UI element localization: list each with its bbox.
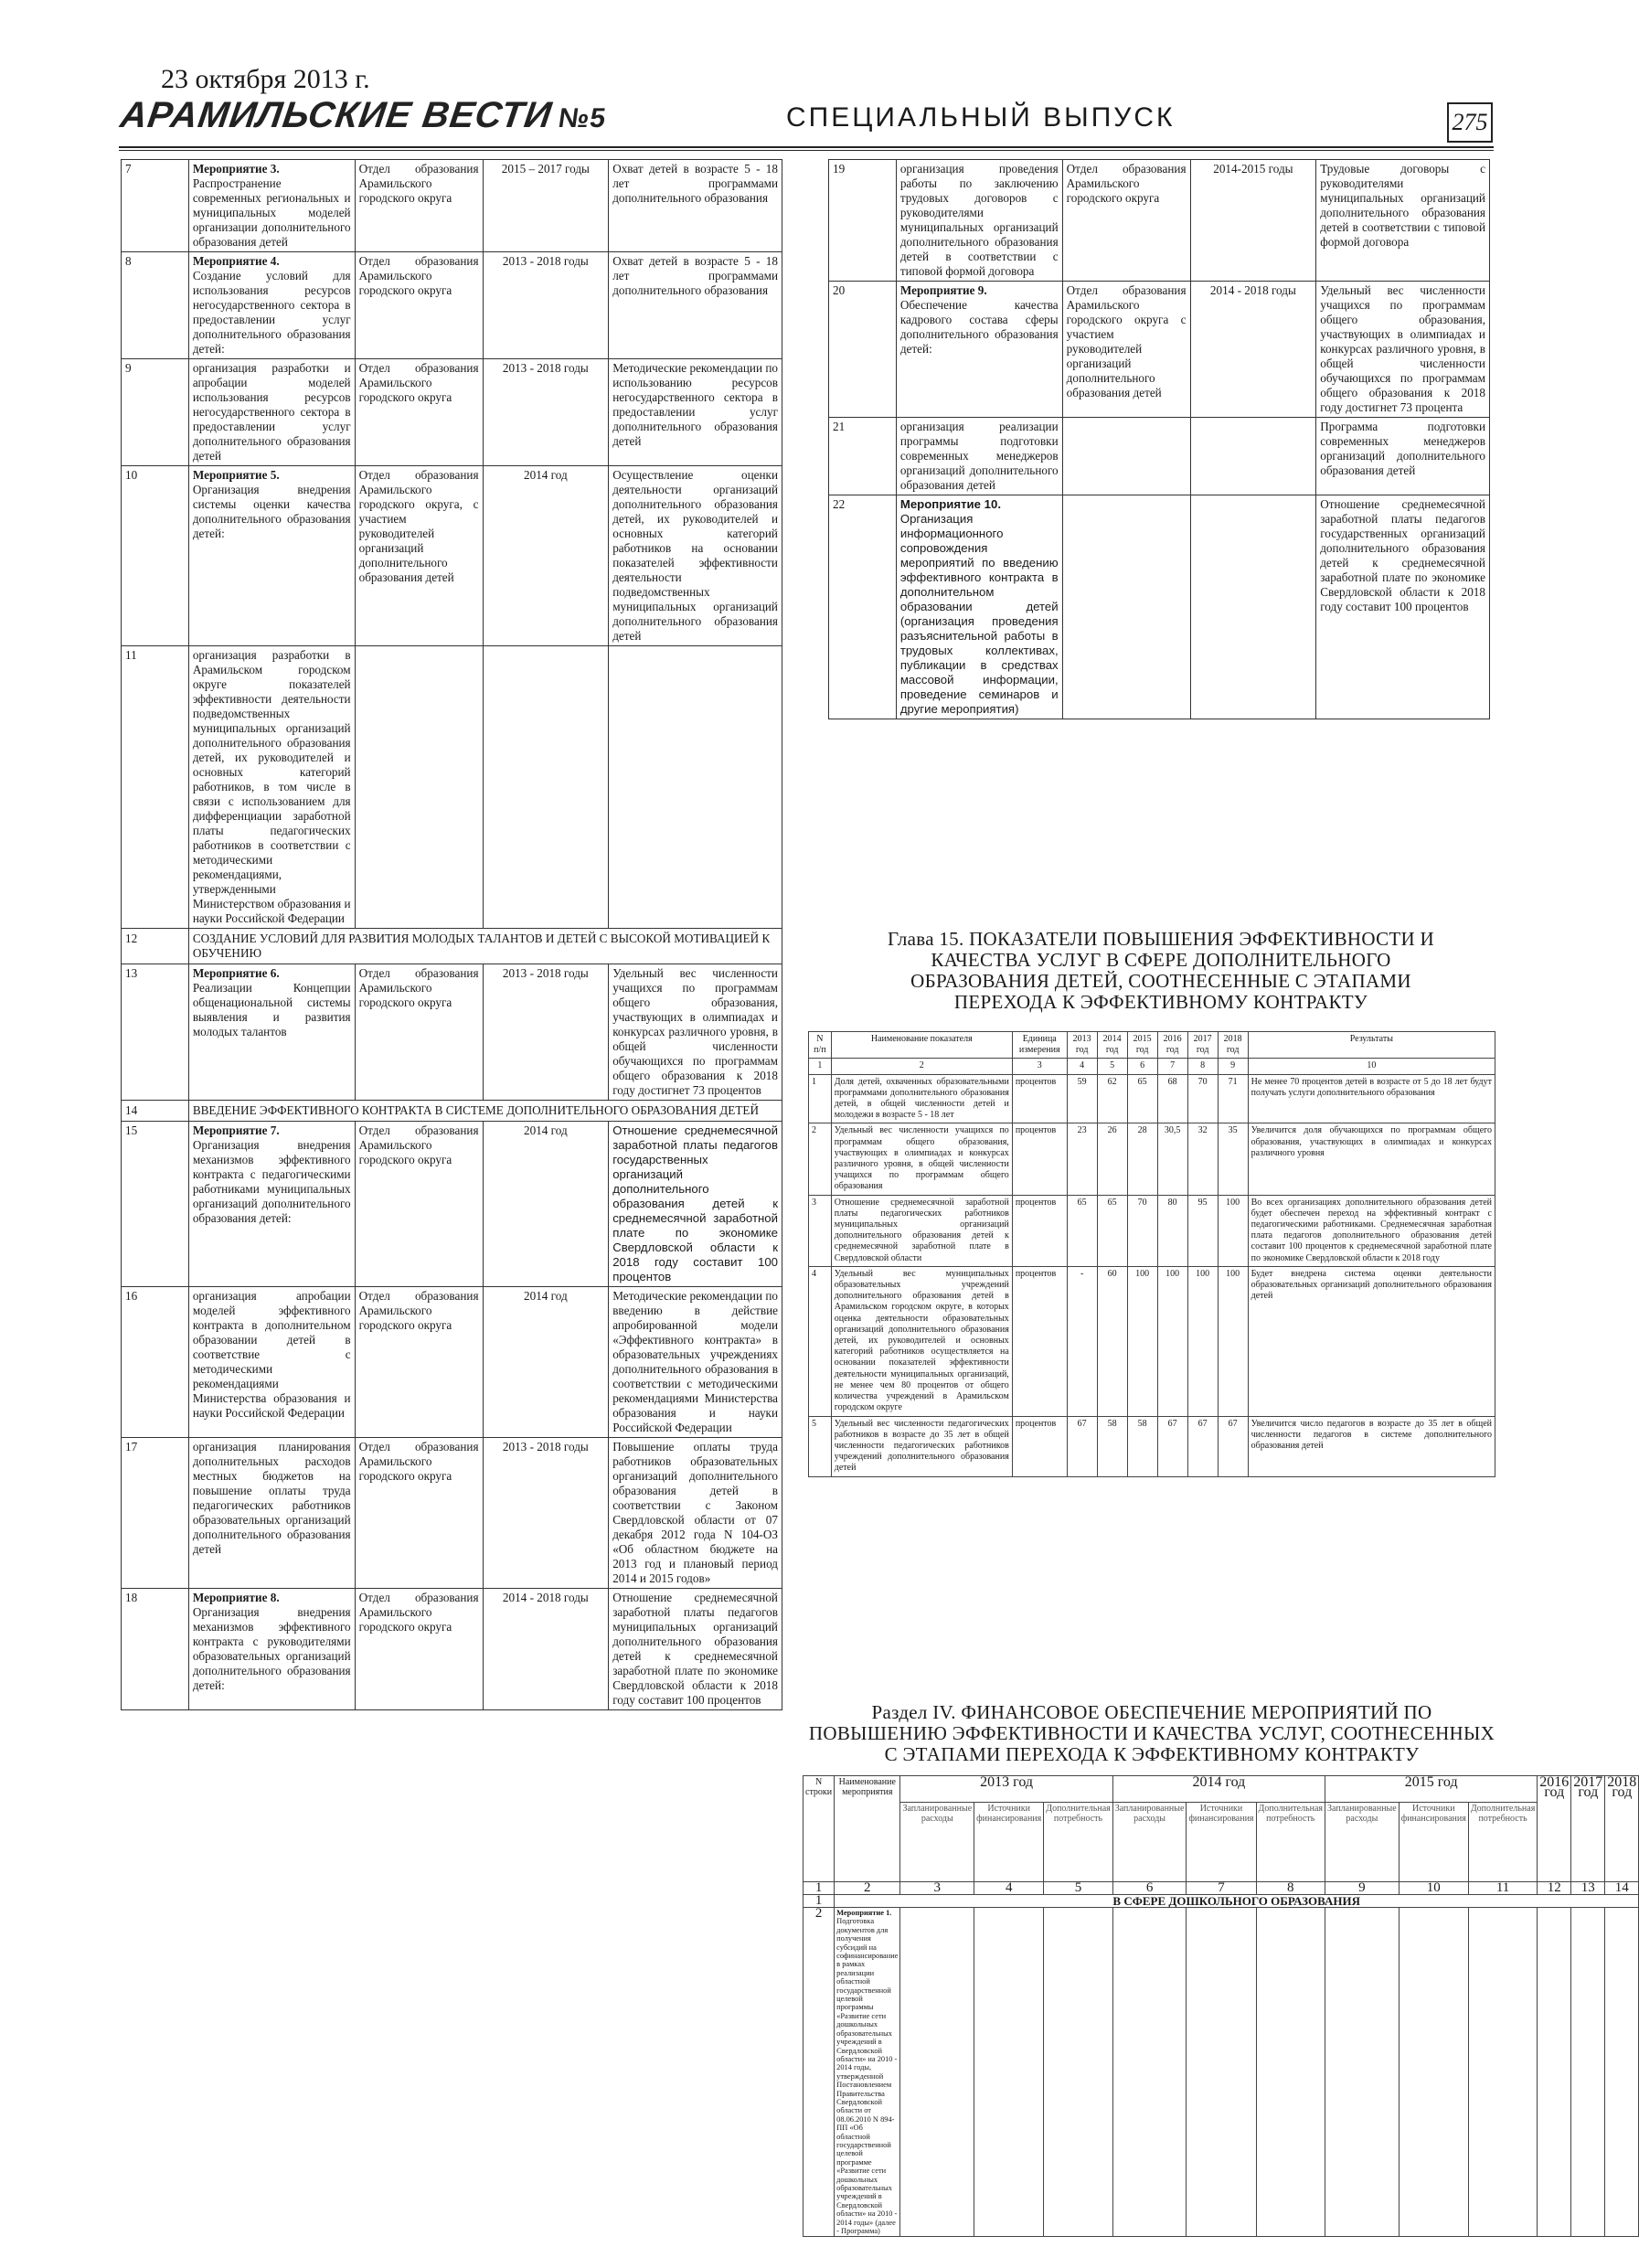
- term-cell: 2013 - 2018 годы: [483, 1438, 609, 1589]
- measure-cell: [188, 1589, 355, 1710]
- executor-cell: Отдел образования Арамильского городского округа: [355, 1438, 483, 1589]
- empty-cell: [1325, 1908, 1400, 2237]
- measure-text: организация разработки и апробации моделей использования ресурсов негосударственного сектора в предоставлении услуг дополнительного образования детей: [192, 361, 351, 463]
- column-header: N п/п: [809, 1032, 832, 1059]
- indicator-value: 60: [1097, 1266, 1127, 1416]
- measure-text: Обеспечение качества кадрового состава сферы дополнительного образования детей:: [899, 298, 1059, 356]
- header-rule: [119, 146, 1494, 148]
- measure-text: организация планирования дополнительных расходов местных бюджетов на повышение оплаты труда педагогических работников образовательных организаций дополнительного образования детей: [192, 1440, 351, 1556]
- empty-cell: [1605, 1908, 1639, 2237]
- measures-table-right: [828, 159, 1490, 719]
- term-cell: 2014 - 2018 годы: [483, 1589, 609, 1710]
- newspaper-logo: [118, 95, 610, 136]
- row-number: 10: [122, 466, 189, 646]
- measure-text: Распространение современных региональных и муниципальных моделей организации дополнительного образования детей: [192, 176, 351, 249]
- table-row: [829, 418, 1490, 495]
- measure-title: Мероприятие 8.: [192, 1591, 280, 1604]
- table-row: [122, 160, 782, 252]
- empty-cell: [1571, 1908, 1605, 2237]
- executor-cell: Отдел образования Арамильского городского округа: [355, 252, 483, 359]
- term-cell: 2014 - 2018 годы: [1190, 282, 1316, 418]
- row-number: 1: [804, 1895, 835, 1908]
- issue-number: №5: [556, 103, 609, 133]
- column-header: Единица измерения: [1012, 1032, 1067, 1059]
- finance-table: [803, 1775, 1639, 2237]
- column-header: Результаты: [1248, 1032, 1495, 1059]
- term-cell: 2014 год: [483, 1287, 609, 1438]
- indicator-name: Удельный вес численности учащихся по программам общего образования, участвующих в олимпиадах и конкурсах различного уровня, в общей численности учащихся по программам общего образования: [831, 1123, 1012, 1195]
- indicator-result: Увеличится доля обучающихся по программам общего образования, участвующих в олимпиадах и конкурсах различного уровня: [1248, 1123, 1495, 1195]
- empty-cell: [974, 1908, 1044, 2237]
- finance-block: [803, 1774, 1637, 2237]
- measure-text: Организация внедрения механизмов эффективного контракта с педагогическими работниками муниципальных организаций дополнительного образования детей:: [192, 1138, 351, 1225]
- column-number: 2: [835, 1882, 900, 1895]
- row-number: 17: [122, 1438, 189, 1589]
- executor-cell: Отдел образования Арамильского городского округа с участием руководителей организаций дополнительного образования детей: [1062, 282, 1190, 418]
- executor-cell: Отдел образования Арамильского городского округа: [1062, 160, 1190, 282]
- column-number: 8: [1256, 1882, 1325, 1895]
- indicator-value: 100: [1218, 1266, 1248, 1416]
- column-number: 9: [1325, 1882, 1400, 1895]
- sub-column-header: Источники финансирования: [1187, 1803, 1256, 1882]
- measures-table-left: [121, 159, 782, 1710]
- indicator-value: 67: [1187, 1416, 1218, 1476]
- column-number: 8: [1187, 1059, 1218, 1074]
- measure-cell: [188, 466, 355, 646]
- term-cell: [483, 646, 609, 929]
- sub-column-header: Дополнительная потребность: [1256, 1803, 1325, 1882]
- table-row: [122, 252, 782, 359]
- indicator-unit: процентов: [1012, 1123, 1067, 1195]
- table-row: [122, 466, 782, 646]
- row-number: 20: [829, 282, 897, 418]
- measure-text: организация разработки в Арамильском городском округе показателей эффективности деятельности подведомственных муниципальных организаций дополнительного образования детей, их руководителей и основных категорий работников, в том числе в связи с использованием для дифференциации заработной платы педагогических работников в соответствии с методическими рекомендациями, утвержденными Министерством образования и науки Российской Федерации: [192, 648, 351, 925]
- indicator-value: 71: [1218, 1074, 1248, 1123]
- table-row: [122, 646, 782, 929]
- table-row: [122, 1287, 782, 1438]
- indicator-value: 95: [1187, 1195, 1218, 1266]
- term-cell: 2015 – 2017 годы: [483, 160, 609, 252]
- page-number: 275: [1447, 102, 1493, 143]
- column-header: Наименование показателя: [831, 1032, 1012, 1059]
- sub-column-header: Запланированные расходы: [1325, 1803, 1400, 1882]
- indicator-unit: процентов: [1012, 1416, 1067, 1476]
- indicator-name: Удельный вес численности педагогических работников в возрасте до 35 лет в общей численности педагогических работников учреждений дополнительного образования детей: [831, 1416, 1012, 1476]
- executor-cell: Отдел образования Арамильского городского округа: [355, 1287, 483, 1438]
- column-header: 2017 год: [1187, 1032, 1218, 1059]
- row-number: 11: [122, 646, 189, 929]
- measure-cell: [188, 252, 355, 359]
- measure-title: Мероприятие 7.: [192, 1123, 280, 1137]
- measure-title: Мероприятие 1.: [836, 1909, 892, 1917]
- indicator-result: Во всех организациях дополнительного образования детей будет обеспечен переход на эффективный контракт с педагогическими работниками. Среднемесячная заработная плата педагогов дополнительного образования детей составит 100 процентов к среднемесячной заработной плате по экономике Свердловской области к 2018 году: [1248, 1195, 1495, 1266]
- measure-cell: [188, 160, 355, 252]
- column-number: 6: [1127, 1059, 1157, 1074]
- measure-cell: [188, 1122, 355, 1287]
- table-row: [122, 964, 782, 1101]
- executor-cell: Отдел образования Арамильского городского округа: [355, 1589, 483, 1710]
- result-cell: Повышение оплаты труда работников образовательных организаций дополнительного образования детей в соответствии с Законом Свердловской области от 07 декабря 2012 года N 104-ОЗ «Об областном бюджете на 2013 год и плановый период 2014 и 2015 годов»: [609, 1438, 782, 1589]
- empty-cell: [1538, 1908, 1571, 2237]
- result-cell: Удельный вес численности учащихся по программам общего образования, участвующих в олимпиадах и конкурсах различного уровня, в общей численности обучающихся по программам общего образования к 2018 году достигнет 73 процента: [1316, 282, 1490, 418]
- indicator-name: Удельный вес муниципальных образовательных учреждений дополнительного образования детей в Арамильском городском округе, в которых оценка деятельности образовательных организаций дополнительного образования детей, их руководителей и основных категорий работников осуществляется на основании показателей эффективности деятельности муниципальных организаций, не менее чем 80 процентов от общего количества учреждений в Арамильском городском округе: [831, 1266, 1012, 1416]
- row-number: 3: [809, 1195, 832, 1266]
- measure-text: Реализации Концепции общенациональной системы выявления и развития молодых талантов: [192, 981, 351, 1038]
- measure-cell: [896, 495, 1062, 719]
- indicator-value: 32: [1187, 1123, 1218, 1195]
- measure-text: организация апробации моделей эффективного контракта в дополнительном образовании детей в соответствие с методическими рекомендациями Министерства образования и науки Российской Федерации: [192, 1289, 351, 1420]
- sub-column-header: Запланированные расходы: [1112, 1803, 1187, 1882]
- year-header: 2015 год: [1325, 1776, 1538, 1803]
- empty-cell: [1187, 1908, 1256, 2237]
- row-number: 14: [122, 1101, 189, 1122]
- right-column: [828, 159, 1490, 719]
- column-number: 7: [1187, 1882, 1256, 1895]
- section4-title: Раздел IV. ФИНАНСОВОЕ ОБЕСПЕЧЕНИЕ МЕРОПРИЯТИЙ ПО ПОВЫШЕНИЮ ЭФФЕКТИВНОСТИ И КАЧЕСТВА УСЛУГ, СООТНЕСЕННЫХ С ЭТАПАМИ ПЕРЕХОДА К ЭФФЕКТИВНОМУ КОНТРАКТУ: [808, 1701, 1495, 1765]
- finance-column-numbers: [804, 1882, 1639, 1895]
- table-row: [809, 1416, 1495, 1476]
- executor-cell: Отдел образования Арамильского городского округа, с участием руководителей организаций дополнительного образования детей: [355, 466, 483, 646]
- indicator-name: Отношение среднемесячной заработной платы педагогических работников муниципальных организаций дополнительного образования детей к среднемесячной заработной плате в Свердловской области: [831, 1195, 1012, 1266]
- row-number: 19: [829, 160, 897, 282]
- section-row-title: СОЗДАНИЕ УСЛОВИЙ ДЛЯ РАЗВИТИЯ МОЛОДЫХ ТАЛАНТОВ И ДЕТЕЙ С ВЫСОКОЙ МОТИВАЦИЕЙ К ОБУЧЕНИЮ: [188, 929, 782, 964]
- executor-cell: [355, 646, 483, 929]
- column-number: 10: [1399, 1882, 1468, 1895]
- row-number: 2: [809, 1123, 832, 1195]
- indicator-unit: процентов: [1012, 1074, 1067, 1123]
- row-number: 1: [809, 1074, 832, 1123]
- column-number: 14: [1605, 1882, 1639, 1895]
- table-row: [122, 1122, 782, 1287]
- measure-cell: [188, 1438, 355, 1589]
- measure-cell: [188, 359, 355, 466]
- measure-cell: [188, 964, 355, 1101]
- empty-cell: [1044, 1908, 1112, 2237]
- measure-cell: [896, 160, 1062, 282]
- column-number: 11: [1468, 1882, 1537, 1895]
- measure-text: организация проведения работы по заключению трудовых договоров с руководителями муниципальных организаций дополнительного образования детей в соответствии с типовой формой договора: [899, 162, 1059, 278]
- table-row: [122, 359, 782, 466]
- year-header: 2017 год: [1571, 1776, 1605, 1882]
- indicator-name: Доля детей, охваченных образовательными программами дополнительного образования детей, в общей численности детей и молодежи в возрасте 5 - 18 лет: [831, 1074, 1012, 1123]
- section-row-title: ВВЕДЕНИЕ ЭФФЕКТИВНОГО КОНТРАКТА В СИСТЕМЕ ДОПОЛНИТЕЛЬНОГО ОБРАЗОВАНИЯ ДЕТЕЙ: [188, 1101, 782, 1122]
- indicator-result: Увеличится число педагогов в возрасте до 35 лет в общей численности педагогов в системе дополнительного образования детей: [1248, 1416, 1495, 1476]
- row-number: 12: [122, 929, 189, 964]
- result-cell: Методические рекомендации по использованию ресурсов негосударственного сектора в предоставлении услуг дополнительного образования детей: [609, 359, 782, 466]
- indicator-value: 59: [1067, 1074, 1097, 1123]
- measure-cell: [188, 1287, 355, 1438]
- section-row-title: В СФЕРЕ ДОШКОЛЬНОГО ОБРАЗОВАНИЯ: [835, 1895, 1639, 1908]
- measure-title: Мероприятие 10.: [899, 497, 1001, 511]
- indicator-value: 35: [1218, 1123, 1248, 1195]
- row-number: 2: [804, 1908, 835, 2237]
- table-row: [829, 495, 1490, 719]
- table-row: [804, 1908, 1639, 2237]
- measure-cell: [896, 282, 1062, 418]
- measure-text: Организация информационного сопровождения мероприятий по введению эффективного контракта в дополнительном образовании детей (организация проведения разъяснительной работы в трудовых коллективах, публикации в средствах массовой информации, проведение семинаров и другие мероприятия): [899, 512, 1059, 716]
- indicator-value: -: [1067, 1266, 1097, 1416]
- indicator-unit: процентов: [1012, 1195, 1067, 1266]
- indicator-value: 70: [1187, 1074, 1218, 1123]
- term-cell: 2014 год: [483, 466, 609, 646]
- indicators-table: [808, 1031, 1495, 1477]
- measure-title: Мероприятие 6.: [192, 966, 280, 980]
- column-number: 3: [900, 1882, 974, 1895]
- year-header: 2016 год: [1538, 1776, 1571, 1882]
- result-cell: Удельный вес численности учащихся по программам общего образования, участвующих в олимпиадах и конкурсах различного уровня, в общей численности обучающихся по программам общего образования к 2018 году достигнет 73 процентов: [609, 964, 782, 1101]
- indicators-header: [809, 1032, 1495, 1059]
- table-row: [829, 282, 1490, 418]
- finance-header-subcols: [804, 1803, 1639, 1882]
- sub-column-header: Дополнительная потребность: [1468, 1803, 1537, 1882]
- indicators-column-numbers: [809, 1059, 1495, 1074]
- indicator-unit: процентов: [1012, 1266, 1067, 1416]
- result-cell: [609, 646, 782, 929]
- measure-title: Мероприятие 4.: [192, 254, 280, 268]
- indicator-value: 23: [1067, 1123, 1097, 1195]
- column-number: 12: [1538, 1882, 1571, 1895]
- measure-text: Организация внедрения системы оценки качества дополнительного образования детей:: [192, 483, 351, 540]
- row-number: 9: [122, 359, 189, 466]
- measure-cell: [896, 418, 1062, 495]
- executor-cell: Отдел образования Арамильского городского округа: [355, 359, 483, 466]
- year-header: 2014 год: [1112, 1776, 1325, 1803]
- result-cell: Отношение среднемесячной заработной платы педагогов государственных организаций дополнительного образования детей к среднемесячной заработной плате по экономике Свердловской области к 2018 году составит 100 процентов: [609, 1122, 782, 1287]
- sub-column-header: Источники финансирования: [974, 1803, 1044, 1882]
- column-number: 2: [831, 1059, 1012, 1074]
- indicator-value: 65: [1127, 1074, 1157, 1123]
- indicator-value: 30,5: [1157, 1123, 1187, 1195]
- column-header: Наименование мероприятия: [835, 1776, 900, 1882]
- indicator-value: 67: [1218, 1416, 1248, 1476]
- result-cell: Трудовые договоры с руководителями муниципальных организаций дополнительного образования детей в соответствии с типовой формой договора: [1316, 160, 1490, 282]
- row-number: 15: [122, 1122, 189, 1287]
- indicator-value: 80: [1157, 1195, 1187, 1266]
- term-cell: [1190, 418, 1316, 495]
- finance-header-years: [804, 1776, 1639, 1803]
- empty-cell: [1112, 1908, 1187, 2237]
- table-row: [122, 929, 782, 964]
- result-cell: Охват детей в возрасте 5 - 18 лет программами дополнительного образования: [609, 252, 782, 359]
- row-number: 22: [829, 495, 897, 719]
- issue-date: 23 октября 2013 г.: [161, 64, 370, 94]
- measure-title: Мероприятие 9.: [899, 283, 987, 297]
- row-number: 13: [122, 964, 189, 1101]
- column-header: 2016 год: [1157, 1032, 1187, 1059]
- term-cell: 2014-2015 годы: [1190, 160, 1316, 282]
- newspaper-name: АРАМИЛЬСКИЕ ВЕСТИ: [117, 95, 555, 135]
- term-cell: 2013 - 2018 годы: [483, 252, 609, 359]
- column-header: 2014 год: [1097, 1032, 1127, 1059]
- indicator-value: 100: [1127, 1266, 1157, 1416]
- indicator-value: 26: [1097, 1123, 1127, 1195]
- indicator-value: 67: [1067, 1416, 1097, 1476]
- row-number: 8: [122, 252, 189, 359]
- indicator-value: 28: [1127, 1123, 1157, 1195]
- column-number: 3: [1012, 1059, 1067, 1074]
- result-cell: Осуществление оценки деятельности организаций дополнительного образования детей, их руководителей и основных категорий работников на основании показателей эффективности деятельности подведомственных муниципальных организаций дополнительного образования детей: [609, 466, 782, 646]
- result-cell: Отношение среднемесячной заработной платы педагогов государственных организаций дополнительного образования детей к среднемесячной заработной плате по экономике Свердловской области к 2018 году составит 100 процентов: [1316, 495, 1490, 719]
- column-number: 9: [1218, 1059, 1248, 1074]
- result-cell: Отношение среднемесячной заработной платы педагогов муниципальных организаций дополнительного образования детей к среднемесячной заработной плате по экономике Свердловской области к 2018 году составит 100 процентов: [609, 1589, 782, 1710]
- empty-cell: [900, 1908, 974, 2237]
- year-header: 2013 год: [900, 1776, 1112, 1803]
- row-number: 4: [809, 1266, 832, 1416]
- column-header: 2013 год: [1067, 1032, 1097, 1059]
- row-number: 5: [809, 1416, 832, 1476]
- table-row: [809, 1195, 1495, 1266]
- measure-text: Создание условий для использования ресурсов негосударственного сектора в предоставлении услуг дополнительного образования детей:: [192, 269, 351, 356]
- measure-cell: [188, 646, 355, 929]
- indicator-value: 100: [1187, 1266, 1218, 1416]
- indicator-value: 65: [1097, 1195, 1127, 1266]
- year-header: 2018 год: [1605, 1776, 1639, 1882]
- indicator-value: 62: [1097, 1074, 1127, 1123]
- measure-text: организация реализации программы подготовки современных менеджеров организаций дополнительного образования детей: [899, 420, 1059, 492]
- column-number: 6: [1112, 1882, 1187, 1895]
- measure-cell: [835, 1908, 900, 2237]
- row-number: 16: [122, 1287, 189, 1438]
- result-cell: Охват детей в возрасте 5 - 18 лет программами дополнительного образования: [609, 160, 782, 252]
- term-cell: [1190, 495, 1316, 719]
- column-number: 1: [804, 1882, 835, 1895]
- measure-title: Мероприятие 5.: [192, 468, 280, 482]
- indicator-value: 68: [1157, 1074, 1187, 1123]
- table-row: [829, 160, 1490, 282]
- section-title: СПЕЦИАЛЬНЫЙ ВЫПУСК: [786, 102, 1176, 133]
- executor-cell: Отдел образования Арамильского городского округа: [355, 1122, 483, 1287]
- measure-text: Организация внедрения механизмов эффективного контракта с руководителями образовательных организаций дополнительного образования детей:: [192, 1605, 351, 1692]
- indicator-value: 58: [1127, 1416, 1157, 1476]
- measure-title: Мероприятие 3.: [192, 162, 280, 176]
- term-cell: 2014 год: [483, 1122, 609, 1287]
- indicator-value: 67: [1157, 1416, 1187, 1476]
- table-row: [122, 1589, 782, 1710]
- column-header: 2018 год: [1218, 1032, 1248, 1059]
- measure-text: Подготовка документов для получения субсидий на софинансирование в рамках реализации областной государственной целевой программы «Развитие сети дошкольных образовательных учреждений в Свердловской области» на 2010 - 2014 годы, утвержденной Постановлением Правительства Свердловской области от 08.06.2010 N 894-ПП «Об областной государственной целевой программе «Развитие сети дошкольных образовательных учреждений в Свердловской области» на 2010 - 2014 годы» (далее - Программа): [836, 1917, 899, 2236]
- column-number: 1: [809, 1059, 832, 1074]
- row-number: 21: [829, 418, 897, 495]
- indicator-value: 65: [1067, 1195, 1097, 1266]
- indicator-value: 100: [1157, 1266, 1187, 1416]
- indicator-result: Не менее 70 процентов детей в возрасте от 5 до 18 лет будут получать услуги дополнительного образования: [1248, 1074, 1495, 1123]
- column-number: 4: [1067, 1059, 1097, 1074]
- header-rule-thin: [119, 150, 1494, 151]
- sub-column-header: Запланированные расходы: [900, 1803, 974, 1882]
- table-row: [809, 1074, 1495, 1123]
- row-number: 18: [122, 1589, 189, 1710]
- column-header: N строки: [804, 1776, 835, 1882]
- executor-cell: [1062, 495, 1190, 719]
- empty-cell: [1256, 1908, 1325, 2237]
- table-row: [122, 1101, 782, 1122]
- table-row: [809, 1266, 1495, 1416]
- table-row: [122, 1438, 782, 1589]
- indicator-value: 58: [1097, 1416, 1127, 1476]
- column-header: 2015 год: [1127, 1032, 1157, 1059]
- column-number: 10: [1248, 1059, 1495, 1074]
- indicator-value: 100: [1218, 1195, 1248, 1266]
- column-number: 5: [1097, 1059, 1127, 1074]
- indicator-result: Будет внедрена система оценки деятельности образовательных организаций дополнительного образования детей: [1248, 1266, 1495, 1416]
- table-row: [804, 1895, 1639, 1908]
- term-cell: 2013 - 2018 годы: [483, 964, 609, 1101]
- column-number: 13: [1571, 1882, 1605, 1895]
- empty-cell: [1468, 1908, 1537, 2237]
- empty-cell: [1399, 1908, 1468, 2237]
- indicators-block: [808, 1031, 1495, 1477]
- executor-cell: Отдел образования Арамильского городского округа: [355, 964, 483, 1101]
- left-column: [121, 159, 782, 1710]
- row-number: 7: [122, 160, 189, 252]
- term-cell: 2013 - 2018 годы: [483, 359, 609, 466]
- sub-column-header: Источники финансирования: [1399, 1803, 1468, 1882]
- chapter15-title: Глава 15. ПОКАЗАТЕЛИ ПОВЫШЕНИЯ ЭФФЕКТИВНОСТИ И КАЧЕСТВА УСЛУГ В СФЕРЕ ДОПОЛНИТЕЛЬНОГО ОБРАЗОВАНИЯ ДЕТЕЙ, СООТНЕСЕННЫЕ С ЭТАПАМИ ПЕРЕХОДА К ЭФФЕКТИВНОМУ КОНТРАКТУ: [888, 928, 1434, 1013]
- column-number: 7: [1157, 1059, 1187, 1074]
- column-number: 4: [974, 1882, 1044, 1895]
- column-number: 5: [1044, 1882, 1112, 1895]
- indicator-value: 70: [1127, 1195, 1157, 1266]
- result-cell: Методические рекомендации по введению в действие апробированной модели «Эффективного контракта» в образовательных учреждениях дополнительного образования в соответствии с методическими рекомендациями Министерства образования и науки Российской Федерации: [609, 1287, 782, 1438]
- executor-cell: [1062, 418, 1190, 495]
- executor-cell: Отдел образования Арамильского городского округа: [355, 160, 483, 252]
- sub-column-header: Дополнительная потребность: [1044, 1803, 1112, 1882]
- table-row: [809, 1123, 1495, 1195]
- result-cell: Программа подготовки современных менеджеров организаций дополнительного образования детей: [1316, 418, 1490, 495]
